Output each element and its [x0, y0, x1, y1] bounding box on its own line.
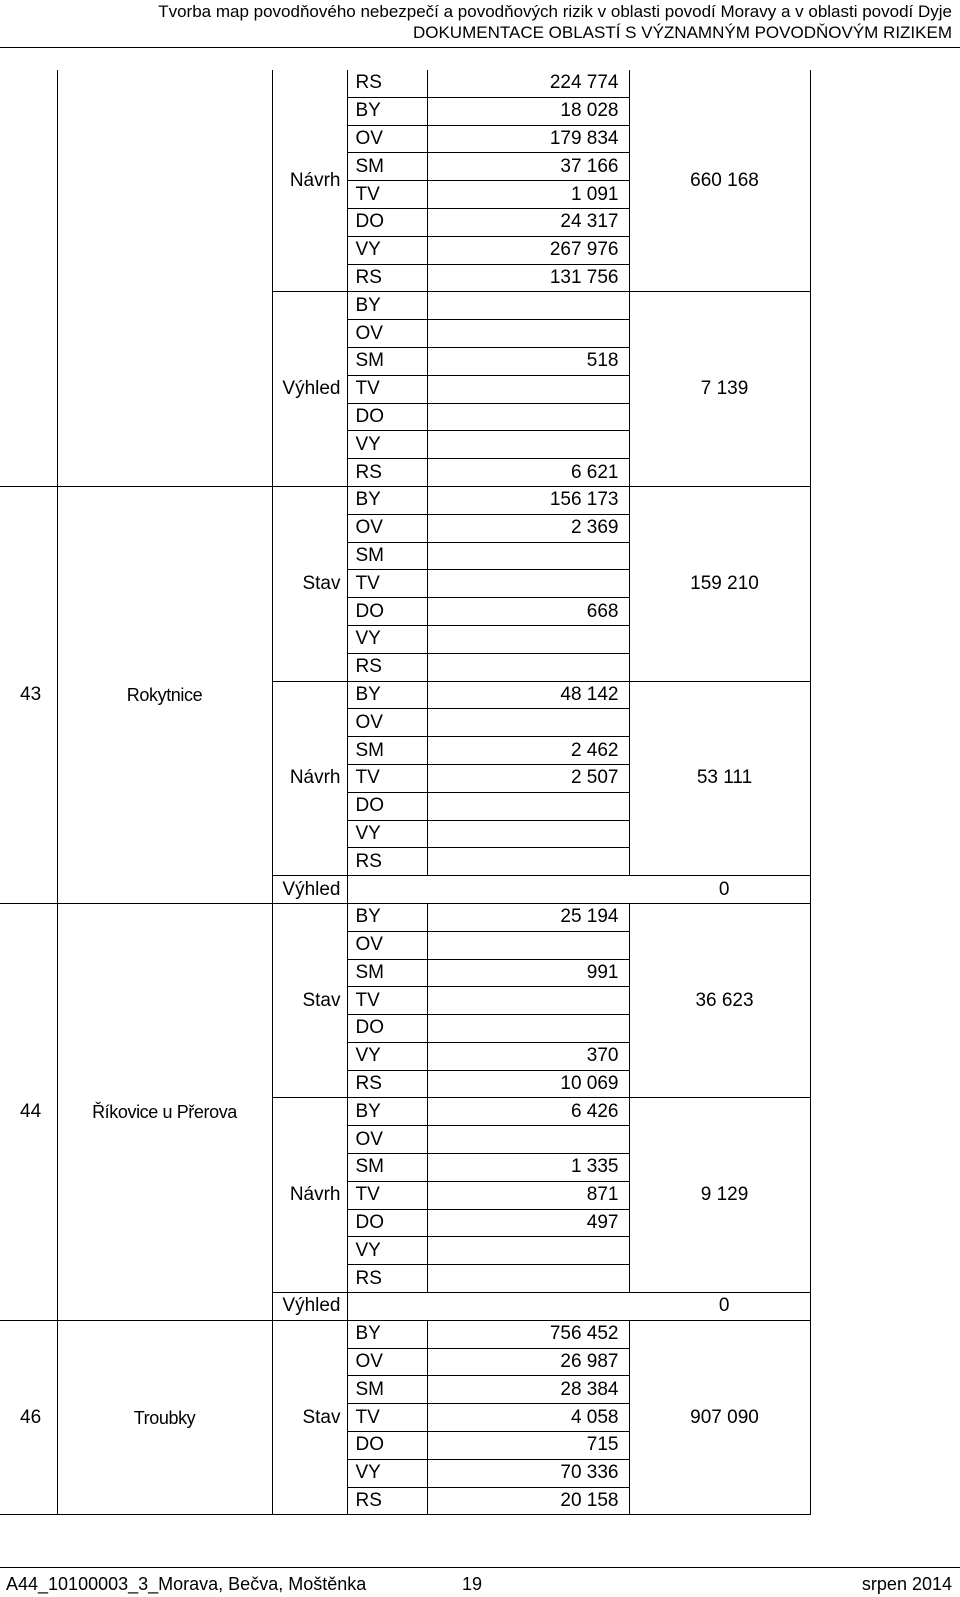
damage-value [427, 320, 629, 348]
category-code: DO [347, 792, 427, 820]
category-code: TV [347, 181, 427, 209]
damage-value: 24 317 [427, 208, 629, 236]
category-code: OV [347, 1126, 427, 1154]
category-code: OV [347, 125, 427, 153]
category-code: DO [347, 208, 427, 236]
damage-value: 48 142 [427, 681, 629, 709]
damage-value: 756 452 [427, 1320, 629, 1348]
category-code: RS [347, 848, 427, 876]
category-code: RS [347, 264, 427, 292]
damage-value: 370 [427, 1042, 629, 1070]
category-code: BY [347, 292, 427, 320]
category-code: VY [347, 1459, 427, 1487]
damage-value: 70 336 [427, 1459, 629, 1487]
category-code: OV [347, 709, 427, 737]
footer-divider [0, 1567, 960, 1568]
scenario-label: Výhled [272, 1293, 347, 1321]
category-code: SM [347, 959, 427, 987]
damage-value [427, 1265, 629, 1293]
category-code: TV [347, 570, 427, 598]
scenario-total: 0 [347, 1293, 810, 1321]
category-code: VY [347, 820, 427, 848]
header-subtitle: DOKUMENTACE OBLASTÍ S VÝZNAMNÝM POVODŇOVÝM RIZIKEM [412, 23, 952, 42]
category-code: TV [347, 1181, 427, 1209]
area-name [57, 70, 272, 486]
scenario-total: 0 [347, 876, 810, 904]
damage-value: 2 507 [427, 764, 629, 792]
damage-value: 37 166 [427, 153, 629, 181]
category-code: DO [347, 1015, 427, 1043]
category-code: TV [347, 375, 427, 403]
category-code: TV [347, 987, 427, 1015]
category-code: VY [347, 1237, 427, 1265]
category-code: TV [347, 764, 427, 792]
damage-value: 715 [427, 1432, 629, 1460]
damage-value [427, 1126, 629, 1154]
damage-value [427, 987, 629, 1015]
category-code: RS [347, 1265, 427, 1293]
category-code: BY [347, 903, 427, 931]
damage-table-body [0, 70, 810, 1515]
damage-value [427, 820, 629, 848]
category-code: SM [347, 1376, 427, 1404]
category-code: DO [347, 598, 427, 626]
damage-value: 991 [427, 959, 629, 987]
category-code: RS [347, 653, 427, 681]
category-code: OV [347, 514, 427, 542]
damage-value: 10 069 [427, 1070, 629, 1098]
damage-value: 26 987 [427, 1348, 629, 1376]
damage-value [427, 709, 629, 737]
damage-value: 28 384 [427, 1376, 629, 1404]
area-name: Troubky [57, 1320, 272, 1515]
damage-value [427, 542, 629, 570]
area-name: Rokytnice [57, 486, 272, 903]
category-code: VY [347, 431, 427, 459]
damage-value [427, 431, 629, 459]
footer-page-number: 19 [462, 1574, 483, 1594]
category-code: VY [347, 625, 427, 653]
scenario-label: Výhled [272, 292, 347, 487]
category-code: DO [347, 1209, 427, 1237]
damage-value: 20 158 [427, 1487, 629, 1515]
damage-value [427, 570, 629, 598]
category-code: BY [347, 681, 427, 709]
damage-value: 267 976 [427, 236, 629, 264]
damage-value: 131 756 [427, 264, 629, 292]
category-code: OV [347, 320, 427, 348]
damage-value: 2 462 [427, 737, 629, 765]
damage-value: 668 [427, 598, 629, 626]
header-title: Tvorba map povodňového nebezpečí a povodňových rizik v oblasti povodí Moravy a v oblasti povodí Dyje [158, 2, 952, 21]
category-code: DO [347, 403, 427, 431]
category-code: BY [347, 97, 427, 125]
scenario-label: Návrh [272, 681, 347, 876]
damage-value: 1 335 [427, 1154, 629, 1182]
damage-value [427, 848, 629, 876]
category-code: RS [347, 1070, 427, 1098]
category-code: RS [347, 1487, 427, 1515]
damage-value [427, 292, 629, 320]
scenario-total: 53 111 [629, 681, 810, 876]
damage-value: 518 [427, 347, 629, 375]
damage-value: 6 426 [427, 1098, 629, 1126]
area-name: Říkovice u Přerova [57, 903, 272, 1320]
area-number [0, 70, 57, 486]
damage-value: 871 [427, 1181, 629, 1209]
scenario-label: Stav [272, 903, 347, 1098]
category-code: SM [347, 542, 427, 570]
category-code: SM [347, 737, 427, 765]
category-code: VY [347, 1042, 427, 1070]
scenario-label: Návrh [272, 70, 347, 292]
scenario-label: Návrh [272, 1098, 347, 1293]
footer-document-id: A44_10100003_3_Morava, Bečva, Moštěnka [6, 1574, 367, 1594]
category-code: SM [347, 1154, 427, 1182]
scenario-total: 36 623 [629, 903, 810, 1098]
category-code: VY [347, 236, 427, 264]
header-divider [0, 47, 960, 48]
damage-value: 224 774 [427, 70, 629, 97]
area-number: 43 [0, 486, 57, 903]
damage-value: 156 173 [427, 486, 629, 514]
scenario-total: 9 129 [629, 1098, 810, 1293]
scenario-total: 660 168 [629, 70, 810, 292]
category-code: BY [347, 1098, 427, 1126]
damage-value [427, 931, 629, 959]
damage-value: 1 091 [427, 181, 629, 209]
category-code: TV [347, 1404, 427, 1432]
damage-value: 179 834 [427, 125, 629, 153]
scenario-label: Stav [272, 486, 347, 681]
table-row [0, 903, 810, 931]
damage-value [427, 1015, 629, 1043]
damage-value: 6 621 [427, 459, 629, 487]
category-code: BY [347, 486, 427, 514]
category-code: RS [347, 459, 427, 487]
table-row [0, 70, 810, 97]
scenario-label: Stav [272, 1320, 347, 1515]
damage-value: 25 194 [427, 903, 629, 931]
scenario-total: 159 210 [629, 486, 810, 681]
scenario-label: Výhled [272, 876, 347, 904]
table-row [0, 486, 810, 514]
scenario-total: 7 139 [629, 292, 810, 487]
damage-value: 497 [427, 1209, 629, 1237]
footer-date: srpen 2014 [861, 1574, 952, 1594]
area-number: 44 [0, 903, 57, 1320]
category-code: DO [347, 1432, 427, 1460]
category-code: OV [347, 931, 427, 959]
category-code: SM [347, 153, 427, 181]
damage-value [427, 403, 629, 431]
area-number: 46 [0, 1320, 57, 1515]
category-code: SM [347, 347, 427, 375]
category-code: BY [347, 1320, 427, 1348]
scenario-total: 907 090 [629, 1320, 810, 1515]
damage-value: 4 058 [427, 1404, 629, 1432]
damage-value: 18 028 [427, 97, 629, 125]
category-code: OV [347, 1348, 427, 1376]
damage-table [0, 70, 811, 1515]
damage-value: 2 369 [427, 514, 629, 542]
damage-value [427, 1237, 629, 1265]
category-code: RS [347, 70, 427, 97]
damage-value [427, 792, 629, 820]
damage-value [427, 653, 629, 681]
damage-value [427, 375, 629, 403]
damage-value [427, 625, 629, 653]
table-row [0, 1320, 810, 1348]
